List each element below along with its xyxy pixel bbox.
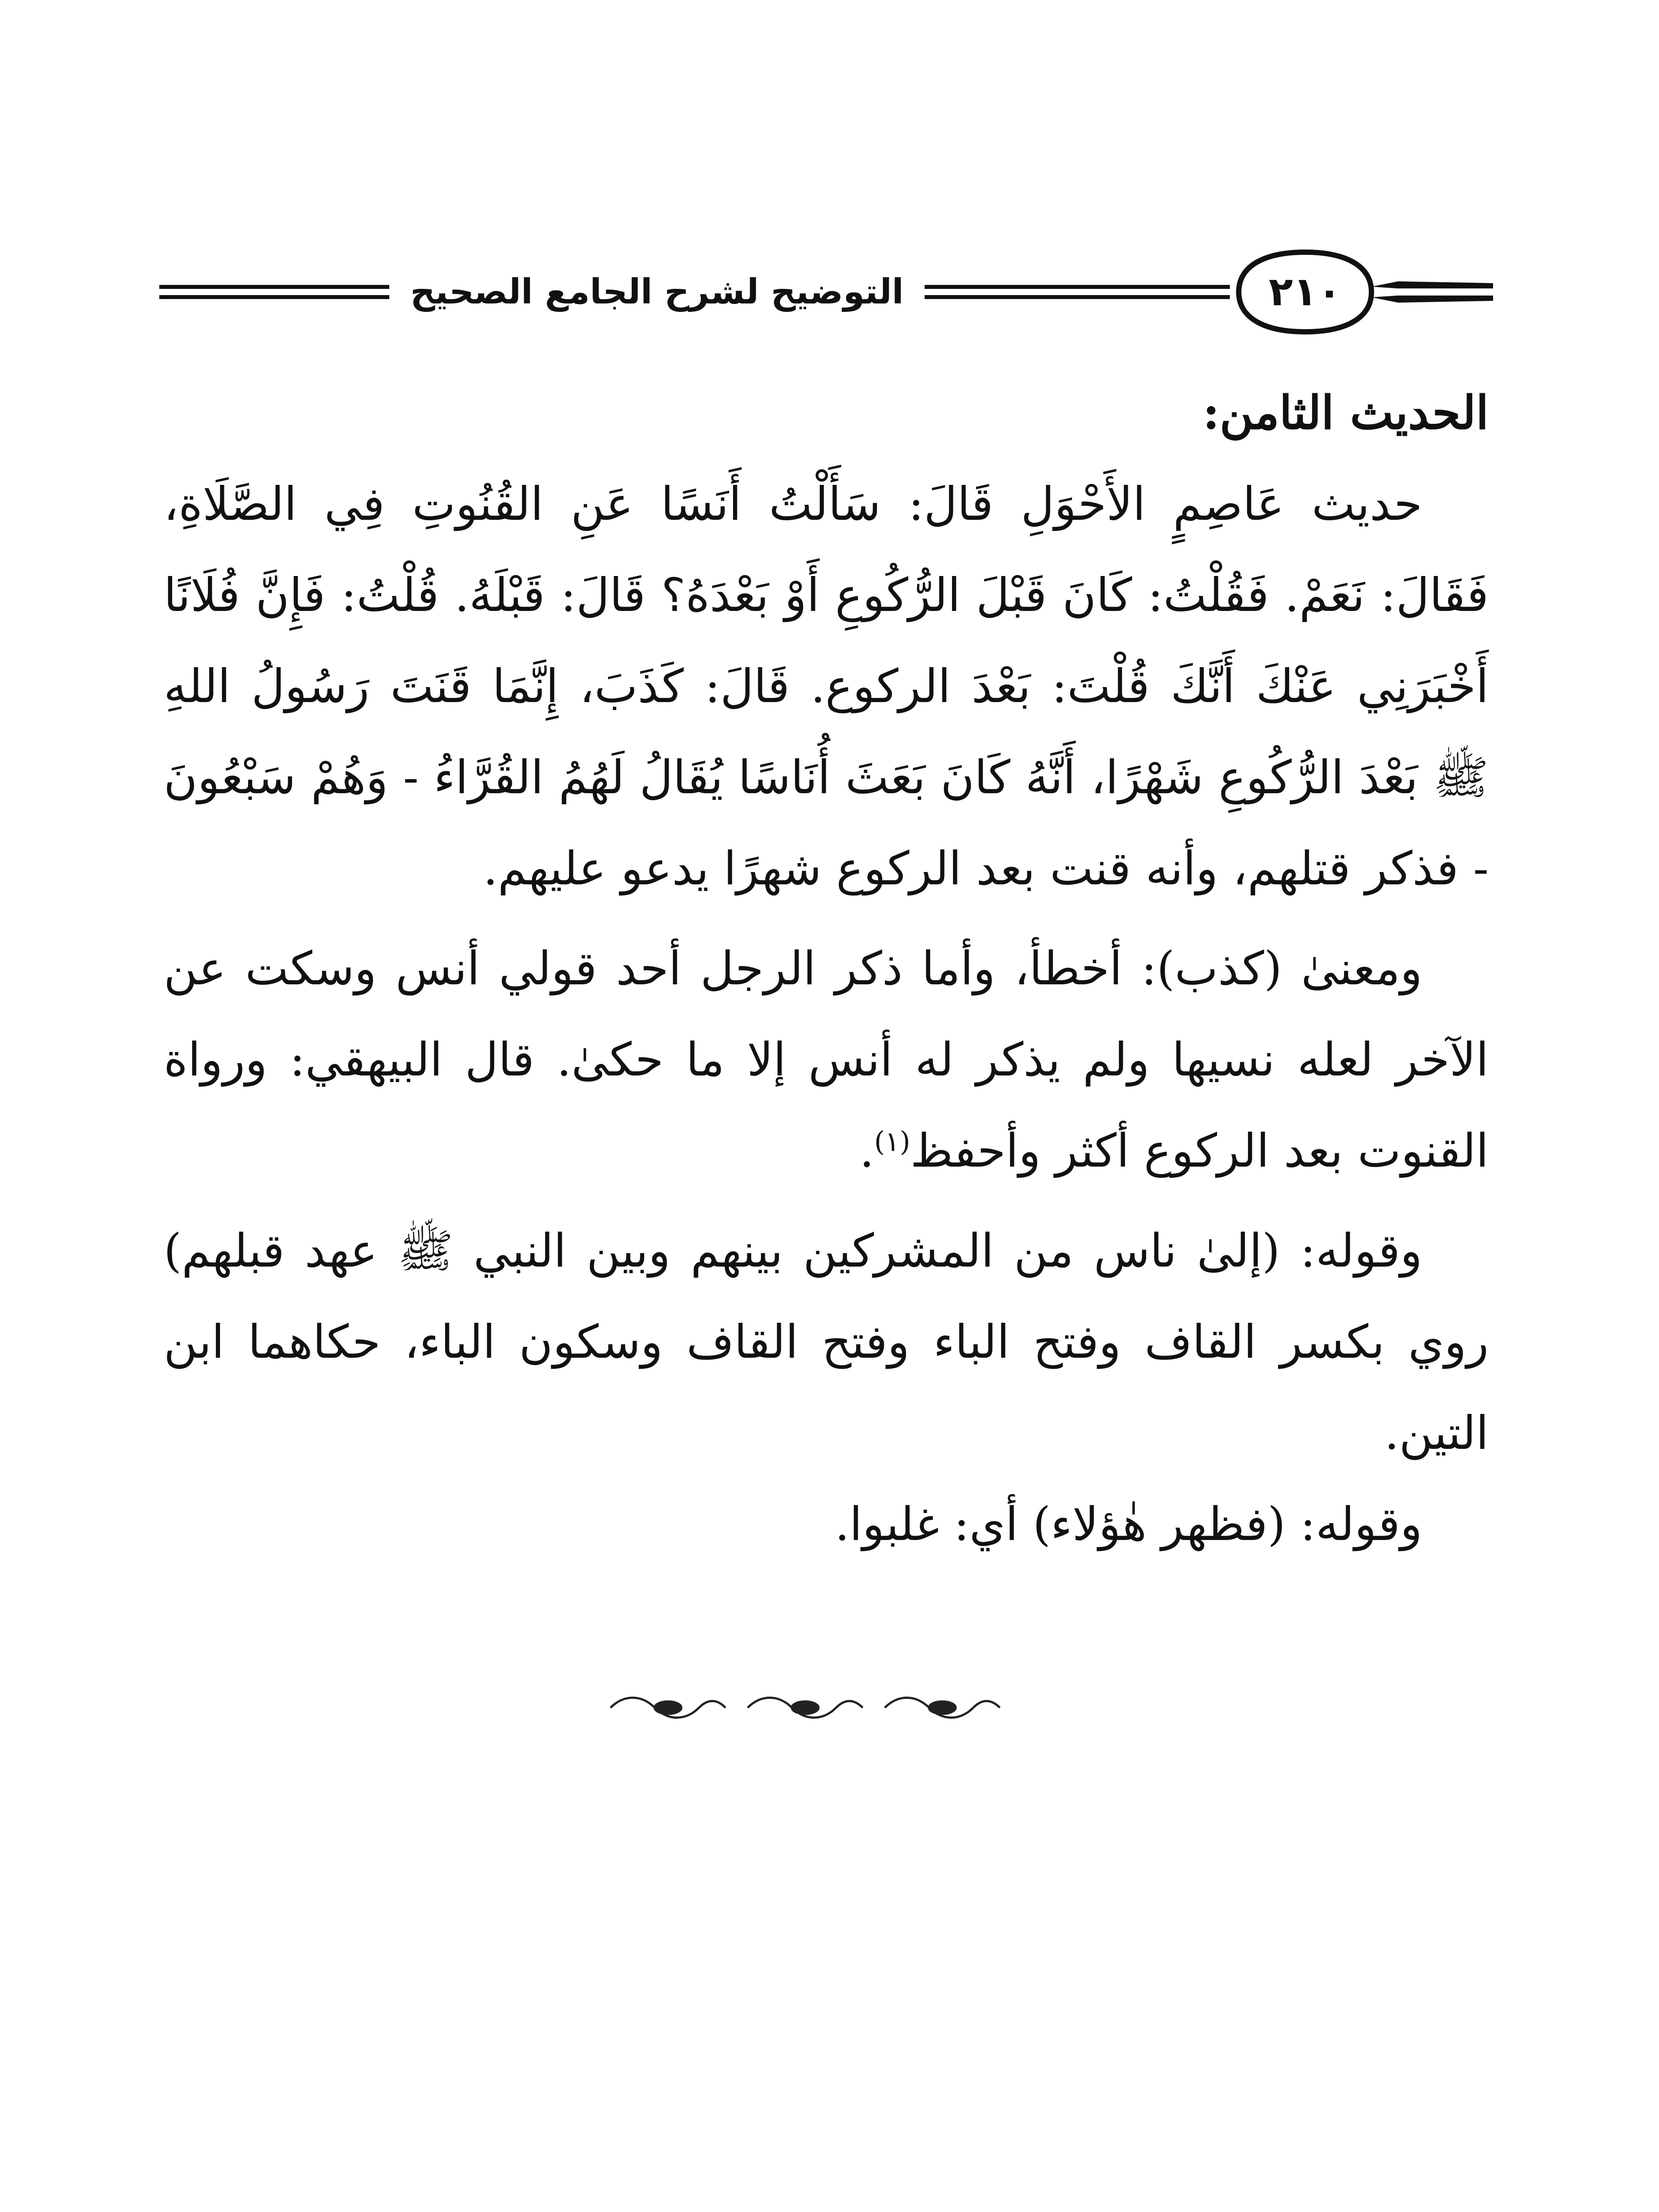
running-header [159, 239, 1493, 345]
paragraph-hadith: حديث عَاصِمٍ الأَحْوَلِ قَالَ: سَأَلْتُ أَنَسًا عَنِ القُنُوتِ فِي الصَّلَاةِ، فَقَالَ: نَعَمْ. فَقُلْتُ: كَانَ قَبْلَ الرُّكُوعِ أَوْ بَعْدَهُ؟ قَالَ: قَبْلَهُ. قُلْتُ: فَإِنَّ فُلَانًا أَخْبَرَنِي عَنْكَ أَنَّكَ قُلْتَ: بَعْدَ الركوع. قَالَ: كَذَبَ، إِنَّمَا قَنَتَ رَسُولُ اللهِ ﷺ بَعْدَ الرُّكُوعِ شَهْرًا، أَنَّهُ كَانَ بَعَثَ أُنَاسًا يُقَالُ لَهُمُ القُرَّاءُ - وَهُمْ سَبْعُونَ - فذكر قتلهم، وأنه قنت بعد الركوع شهرًا يدعو عليهم. [164, 477, 1489, 895]
paragraph-commentary-2: وقوله: (فظهر هٰؤلاء) أي: غلبوا. [835, 1497, 1422, 1551]
paragraph-commentary-1: وقوله: (إلىٰ ناس من المشركين بينهم وبين النبي ﷺ عهد قبلهم) روي بكسر القاف وفتح الباء وفتح القاف وسكون الباء، حكاهما ابن التين. [164, 1224, 1489, 1460]
section-heading: الحديث الثامن: [1202, 385, 1489, 440]
paragraph-meaning [164, 923, 1489, 1196]
running-header-title: التوضيح لشرح الجامع الصحيح [398, 265, 916, 319]
paragraph-meaning-text: ومعنىٰ (كذب): أخطأ، وأما ذكر الرجل أحد قولي أنس وسكت عن الآخر لعله نسيها ولم يذكر له أنس إلا ما حكىٰ. قال البيهقي: ورواة القنوت بعد الركوع أكثر وأحفظ [164, 941, 1489, 1178]
page-number: ٢١٠ [1268, 269, 1342, 315]
section-end-ornament [606, 1690, 1013, 1725]
main-text [164, 367, 1489, 1570]
footnote-ref: (١) [874, 1125, 910, 1158]
paragraph-meaning-tail: . [859, 1124, 874, 1178]
